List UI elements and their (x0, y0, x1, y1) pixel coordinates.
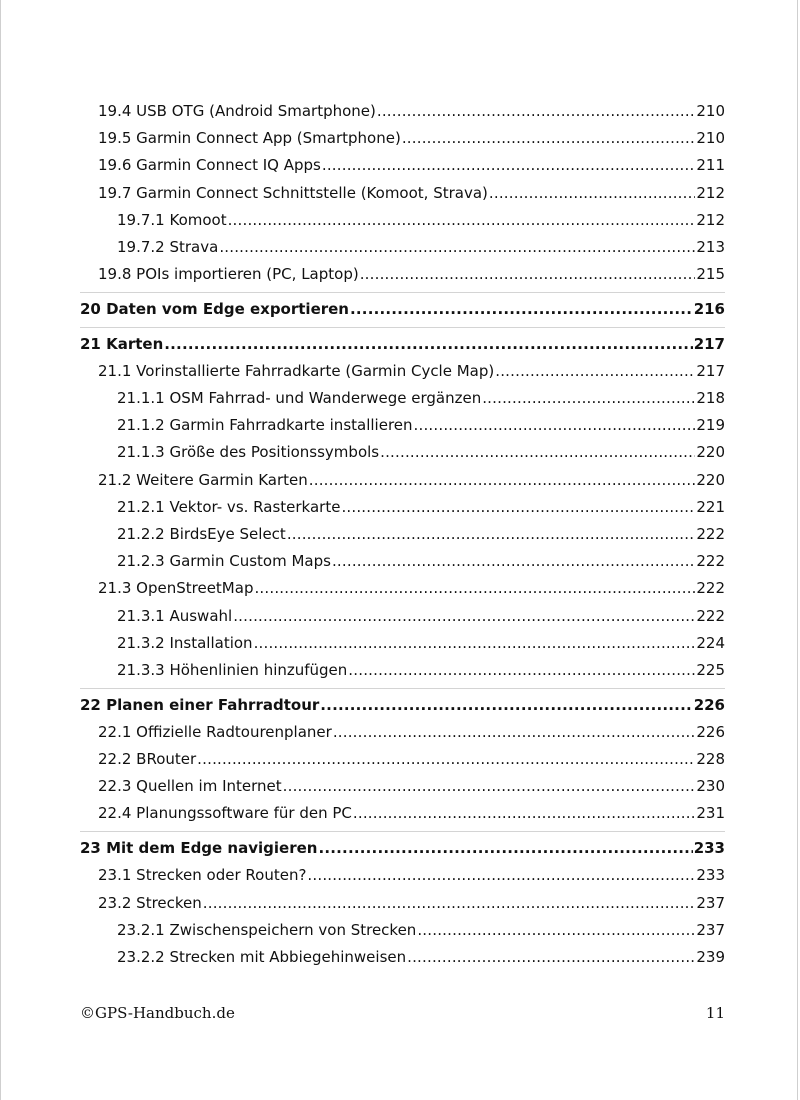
toc-entry-title: 21.2.3 Garmin Custom Maps (117, 552, 331, 571)
dot-leader (197, 746, 695, 773)
table-of-contents (1, 98, 800, 971)
section-divider (80, 327, 725, 328)
toc-entry[interactable] (117, 385, 725, 412)
toc-entry[interactable] (98, 800, 725, 827)
dot-leader (360, 261, 696, 288)
toc-entry[interactable] (117, 603, 725, 630)
dot-leader (333, 719, 696, 746)
dot-leader (495, 358, 695, 385)
toc-entry[interactable] (117, 234, 725, 261)
toc-entry-title: 21.3.3 Höhenlinien hinzufügen (117, 660, 348, 679)
dot-leader (254, 630, 696, 657)
toc-entry[interactable] (98, 467, 725, 494)
toc-entry-title: 22.4 Planungssoftware für den PC (98, 804, 352, 823)
toc-entry[interactable] (98, 152, 725, 179)
toc-entry-title: 21 Karten (80, 334, 164, 353)
toc-entry[interactable] (98, 575, 725, 602)
dot-leader (402, 125, 696, 152)
toc-entry-page: 228 (696, 750, 725, 769)
toc-entry[interactable] (80, 692, 725, 719)
toc-entry[interactable] (98, 98, 725, 125)
page-footer (80, 1004, 725, 1022)
toc-entry-page: 212 (696, 183, 725, 202)
dot-leader (203, 890, 696, 917)
toc-entry-title: 21.2.2 BirdsEye Select (117, 525, 286, 543)
dot-leader (482, 385, 695, 412)
toc-entry-page: 222 (696, 606, 725, 625)
toc-entry-page: 230 (696, 777, 725, 796)
dot-leader (219, 234, 695, 261)
section-divider (80, 831, 725, 832)
toc-entry-page: 226 (693, 695, 725, 714)
dot-leader (283, 773, 696, 800)
toc-entry[interactable] (117, 548, 725, 575)
dot-leader (320, 692, 692, 719)
toc-entry[interactable] (117, 439, 725, 466)
toc-entry-title: 21.1.1 OSM Fahrrad- und Wanderwege ergänzen (117, 389, 482, 408)
dot-leader (414, 412, 696, 439)
toc-entry-page: 217 (696, 361, 725, 380)
toc-entry-title: 19.7 Garmin Connect Schnittstelle (Komoot, Strava) (98, 183, 488, 202)
toc-entry[interactable] (98, 719, 725, 746)
toc-entry-title: 20 Daten vom Edge exportieren (80, 299, 349, 318)
toc-entry-page: 222 (696, 552, 725, 571)
toc-entry-title: 22.1 Offizielle Radtourenplaner (98, 722, 332, 741)
toc-entry-title: 21.3.1 Auswahl (117, 606, 233, 625)
toc-entry-page: 231 (696, 804, 725, 823)
dot-leader (350, 296, 693, 323)
dot-leader (377, 98, 695, 125)
toc-entry[interactable] (98, 773, 725, 800)
dot-leader (417, 917, 695, 944)
toc-entry[interactable] (98, 746, 725, 773)
toc-entry[interactable] (98, 125, 725, 152)
toc-entry-page: 237 (696, 893, 725, 912)
toc-entry-page: 210 (696, 129, 725, 148)
dot-leader (353, 800, 695, 827)
toc-entry-page: 215 (696, 265, 725, 284)
section-divider (80, 688, 725, 689)
toc-entry-page: 219 (696, 416, 725, 435)
toc-entry-title: 21.2.1 Vektor- vs. Rasterkarte (117, 497, 341, 516)
dot-leader (318, 835, 692, 862)
toc-entry-page: 221 (696, 497, 725, 516)
toc-entry[interactable] (80, 296, 725, 323)
section-divider (80, 292, 725, 293)
toc-entry-title: 19.7.2 Strava (117, 237, 219, 256)
toc-entry-title: 19.8 POIs importieren (PC, Laptop) (98, 265, 359, 284)
toc-entry-title: 21.2 Weitere Garmin Karten (98, 470, 308, 489)
dot-leader (407, 944, 695, 971)
toc-entry-page: 217 (693, 334, 725, 353)
toc-entry[interactable] (117, 944, 725, 971)
toc-entry-title: 19.6 Garmin Connect IQ Apps (98, 156, 321, 175)
toc-entry-title: 21.3 OpenStreetMap (98, 579, 254, 598)
toc-entry[interactable] (80, 331, 725, 358)
toc-entry-page: 216 (693, 299, 725, 318)
toc-entry-page: 220 (696, 443, 725, 462)
toc-entry-title: 19.5 Garmin Connect App (Smartphone) (98, 129, 401, 148)
toc-entry-title: 21.1.3 Größe des Positionssymbols (117, 443, 380, 462)
toc-entry-title: 23.2.2 Strecken mit Abbiegehinweisen (117, 948, 407, 966)
toc-entry-page: 220 (696, 470, 725, 489)
toc-entry-title: 21.3.2 Installation (117, 633, 253, 652)
toc-entry[interactable] (117, 412, 725, 439)
toc-entry-title: 21.1.2 Garmin Fahrradkarte installieren (117, 416, 413, 435)
toc-entry-page: 222 (696, 525, 725, 543)
toc-entry-title: 23.2.1 Zwischenspeichern von Strecken (117, 920, 417, 939)
toc-entry-page: 226 (696, 722, 725, 741)
toc-entry-title: 23 Mit dem Edge navigieren (80, 839, 318, 858)
page-number: 11 (705, 1004, 725, 1022)
toc-entry[interactable] (98, 862, 725, 889)
dot-leader (254, 575, 695, 602)
toc-entry-title: 22.3 Quellen im Internet (98, 777, 282, 796)
toc-entry[interactable] (117, 657, 725, 684)
toc-entry-page: 213 (696, 237, 725, 256)
toc-entry-page: 239 (696, 948, 725, 966)
dot-leader (164, 331, 692, 358)
dot-leader (489, 180, 695, 207)
toc-entry[interactable] (117, 521, 725, 548)
dot-leader (233, 603, 695, 630)
copyright-notice: ©GPS-Handbuch.de (80, 1004, 235, 1022)
toc-entry-page: 218 (696, 389, 725, 408)
dot-leader (380, 439, 695, 466)
toc-entry-page: 211 (696, 156, 725, 175)
dot-leader (309, 467, 696, 494)
toc-entry[interactable] (98, 890, 725, 917)
toc-entry[interactable] (80, 835, 725, 862)
dot-leader (287, 521, 696, 548)
toc-entry-page: 225 (696, 660, 725, 679)
toc-entry-page: 237 (696, 920, 725, 939)
toc-entry[interactable] (117, 917, 725, 944)
toc-entry-title: 22 Planen einer Fahrradtour (80, 695, 320, 714)
dot-leader (307, 862, 695, 889)
toc-entry[interactable] (98, 261, 725, 288)
dot-leader (322, 152, 696, 179)
dot-leader (341, 494, 695, 521)
toc-entry-title: 19.4 USB OTG (Android Smartphone) (98, 102, 376, 120)
toc-entry[interactable] (98, 358, 725, 385)
toc-entry[interactable] (117, 494, 725, 521)
toc-entry-title: 23.2 Strecken (98, 893, 202, 912)
toc-entry-page: 224 (696, 633, 725, 652)
toc-entry-title: 21.1 Vorinstallierte Fahrradkarte (Garmin Cycle Map) (98, 361, 495, 380)
dot-leader (228, 207, 696, 234)
toc-entry[interactable] (98, 180, 725, 207)
toc-entry-page: 222 (696, 579, 725, 598)
toc-entry-title: 19.7.1 Komoot (117, 210, 227, 229)
toc-entry-title: 23.1 Strecken oder Routen? (98, 866, 307, 885)
toc-entry[interactable] (117, 207, 725, 234)
dot-leader (332, 548, 695, 575)
toc-entry-page: 233 (696, 866, 725, 885)
toc-entry-page: 212 (696, 210, 725, 229)
toc-entry-page: 233 (693, 839, 725, 858)
dot-leader (348, 657, 695, 684)
toc-entry-page: 210 (696, 102, 725, 120)
toc-entry-title: 22.2 BRouter (98, 750, 197, 769)
toc-entry[interactable] (117, 630, 725, 657)
